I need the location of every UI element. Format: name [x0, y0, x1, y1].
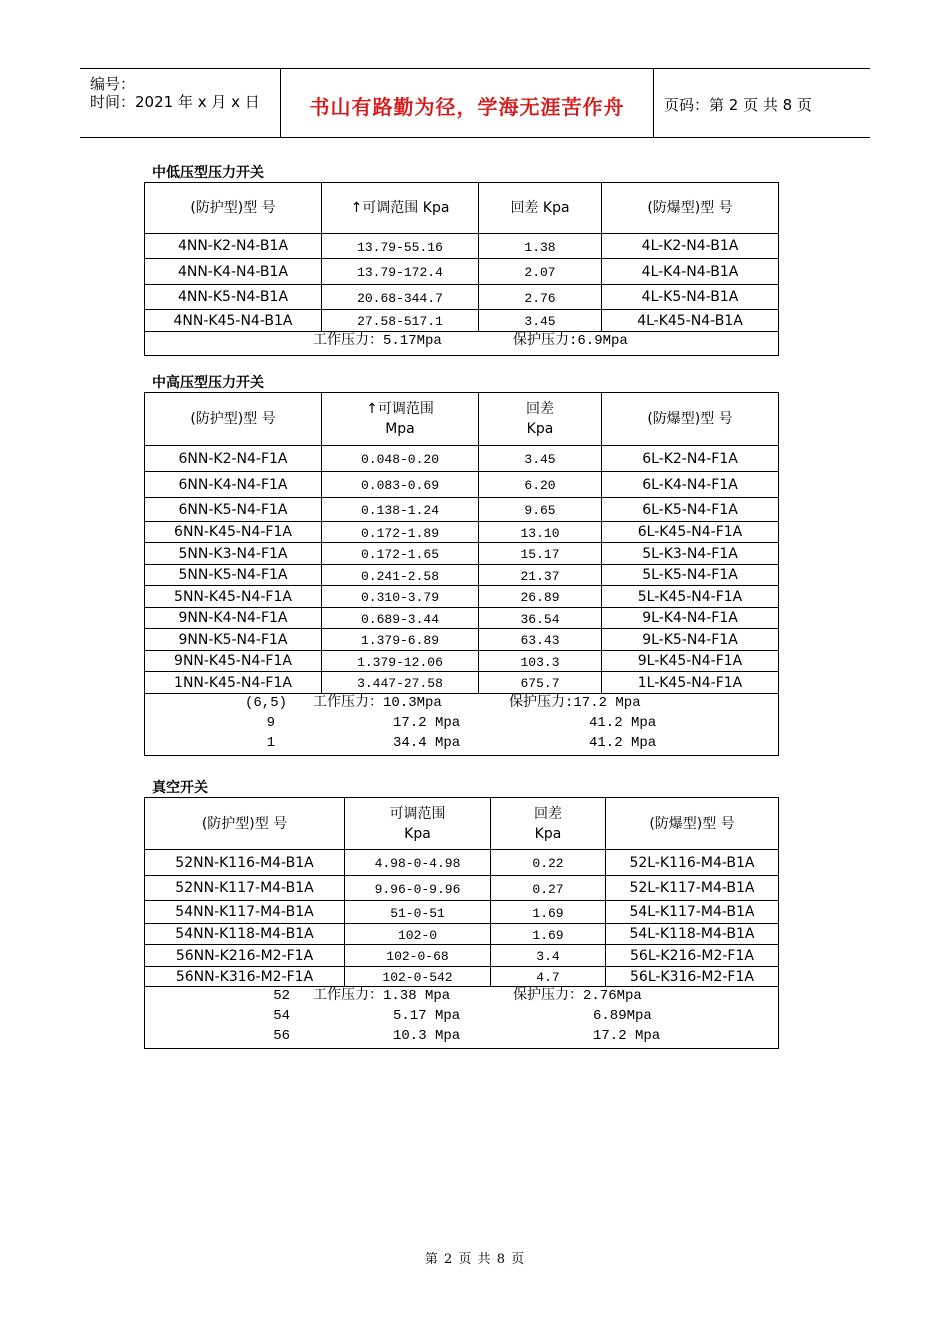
cell-explosion-proof-model: 5L-K5-N4-F1A [602, 565, 779, 586]
cell-protective-model: 54NN-K118-M4-B1A [145, 924, 345, 945]
cell-protective-model: 56NN-K316-M2-F1A [145, 967, 345, 987]
cell-protective-model: 9NN-K5-N4-F1A [145, 629, 322, 651]
cell-protective-model: 52NN-K117-M4-B1A [145, 876, 345, 901]
cell-explosion-proof-model: 4L-K2-N4-B1A [602, 234, 779, 259]
cell-explosion-proof-model: 54L-K118-M4-B1A [606, 924, 779, 945]
cell-explosion-proof-model: 9L-K5-N4-F1A [602, 629, 779, 651]
header-differential: 回差 Kpa [479, 183, 602, 234]
footer-series-label: 9 [266, 715, 275, 731]
footer-series-label: 1 [266, 735, 275, 751]
cell-explosion-proof-model: 4L-K5-N4-B1A [602, 285, 779, 310]
header-protective-model: (防护型)型 号 [145, 393, 322, 446]
table-row [145, 629, 779, 651]
cell-protective-model: 4NN-K2-N4-B1A [145, 234, 322, 259]
cell-protective-model: 6NN-K5-N4-F1A [145, 498, 322, 522]
table-row [145, 565, 779, 586]
cell-explosion-proof-model: 5L-K3-N4-F1A [602, 543, 779, 565]
cell-explosion-proof-model: 4L-K45-N4-B1A [602, 310, 779, 332]
footer-series-label: 52 [273, 988, 290, 1004]
table-footer-row [145, 694, 779, 756]
cell-adjustable-range: 0.241-2.58 [322, 565, 479, 586]
page-footer: 第 2 页 共 8 页 [424, 1252, 526, 1267]
header-adjustable-range: ↑可调范围 Mpa [322, 393, 479, 446]
footer-series-label: 54 [273, 1008, 290, 1024]
table-row [145, 901, 779, 924]
cell-explosion-proof-model: 52L-K116-M4-B1A [606, 850, 779, 876]
cell-protective-model: 6NN-K45-N4-F1A [145, 522, 322, 543]
cell-explosion-proof-model: 9L-K45-N4-F1A [602, 651, 779, 672]
table-row [145, 672, 779, 694]
cell-differential: 3.4 [491, 945, 606, 967]
cell-adjustable-range: 13.79-172.4 [322, 259, 479, 285]
table-row [145, 259, 779, 285]
cell-differential: 1.38 [479, 234, 602, 259]
cell-protective-model: 9NN-K4-N4-F1A [145, 608, 322, 629]
header-explosion-proof-model: (防爆型)型 号 [602, 393, 779, 446]
cell-explosion-proof-model: 6L-K45-N4-F1A [602, 522, 779, 543]
table-row [145, 472, 779, 498]
cell-protective-model: 5NN-K45-N4-F1A [145, 586, 322, 608]
cell-differential: 9.65 [479, 498, 602, 522]
cell-explosion-proof-model: 56L-K316-M2-F1A [606, 967, 779, 987]
cell-differential: 2.76 [479, 285, 602, 310]
page-info: 页码：第 2 页 共 8 页 [664, 96, 812, 114]
document-header [80, 68, 870, 138]
footer-protection-pressure: 保护压力:6.9Mpa [513, 333, 628, 349]
header-adjustable-range: ↑可调范围 Kpa [322, 183, 479, 234]
table-header-row [145, 183, 779, 234]
cell-adjustable-range: 0.083-0.69 [322, 472, 479, 498]
cell-adjustable-range: 0.138-1.24 [322, 498, 479, 522]
cell-adjustable-range: 51-0-51 [345, 901, 491, 924]
header-explosion-proof-model: (防爆型)型 号 [602, 183, 779, 234]
cell-differential: 3.45 [479, 310, 602, 332]
table-row [145, 446, 779, 472]
footer-protection-pressure: 17.2 Mpa [593, 1028, 661, 1044]
table-footer-row [145, 987, 779, 1049]
cell-explosion-proof-model: 6L-K5-N4-F1A [602, 498, 779, 522]
table-low-medium-pressure [144, 182, 779, 356]
cell-differential: 3.45 [479, 446, 602, 472]
footer-working-pressure: 34.4 Mpa [393, 735, 461, 751]
cell-adjustable-range: 102-0-68 [345, 945, 491, 967]
table-row [145, 651, 779, 672]
table-row [145, 876, 779, 901]
cell-protective-model: 56NN-K216-M2-F1A [145, 945, 345, 967]
footer-series-label: 56 [273, 1028, 290, 1044]
header-page-cell [654, 69, 870, 137]
header-protective-model: (防护型)型 号 [145, 183, 322, 234]
cell-explosion-proof-model: 4L-K4-N4-B1A [602, 259, 779, 285]
cell-differential: 2.07 [479, 259, 602, 285]
cell-protective-model: 4NN-K5-N4-B1A [145, 285, 322, 310]
cell-explosion-proof-model: 52L-K117-M4-B1A [606, 876, 779, 901]
section-title-vacuum: 真空开关 [152, 780, 208, 796]
header-differential: 回差 Kpa [491, 798, 606, 850]
table-row [145, 543, 779, 565]
table-row [145, 945, 779, 967]
header-adjustable-range: 可调范围 Kpa [345, 798, 491, 850]
table-medium-high-pressure [144, 392, 779, 756]
table-row [145, 850, 779, 876]
motto: 书山有路勤为径，学海无涯苦作舟 [309, 95, 625, 119]
cell-adjustable-range: 0.310-3.79 [322, 586, 479, 608]
footer-working-pressure: 工作压力：10.3Mpa [313, 695, 442, 711]
cell-differential: 36.54 [479, 608, 602, 629]
table-row [145, 234, 779, 259]
cell-differential: 0.27 [491, 876, 606, 901]
cell-protective-model: 4NN-K4-N4-B1A [145, 259, 322, 285]
cell-differential: 4.7 [491, 967, 606, 987]
cell-adjustable-range: 1.379-12.06 [322, 651, 479, 672]
cell-differential: 63.43 [479, 629, 602, 651]
cell-protective-model: 9NN-K45-N4-F1A [145, 651, 322, 672]
cell-protective-model: 6NN-K4-N4-F1A [145, 472, 322, 498]
cell-protective-model: 5NN-K3-N4-F1A [145, 543, 322, 565]
cell-differential: 1.69 [491, 924, 606, 945]
footer-working-pressure: 5.17 Mpa [393, 1008, 461, 1024]
table-row [145, 967, 779, 987]
cell-adjustable-range: 3.447-27.58 [322, 672, 479, 694]
cell-differential: 21.37 [479, 565, 602, 586]
table-row [145, 522, 779, 543]
table-header-row [145, 393, 779, 446]
footer-working-pressure: 17.2 Mpa [393, 715, 461, 731]
table-footer-row [145, 332, 779, 356]
cell-adjustable-range: 20.68-344.7 [322, 285, 479, 310]
cell-protective-model: 5NN-K5-N4-F1A [145, 565, 322, 586]
cell-explosion-proof-model: 5L-K45-N4-F1A [602, 586, 779, 608]
cell-adjustable-range: 0.172-1.89 [322, 522, 479, 543]
header-differential: 回差 Kpa [479, 393, 602, 446]
pressure-notes [145, 332, 779, 356]
table-row [145, 310, 779, 332]
cell-differential: 675.7 [479, 672, 602, 694]
section-title-low-medium: 中低压型压力开关 [152, 165, 264, 181]
cell-adjustable-range: 27.58-517.1 [322, 310, 479, 332]
footer-working-pressure: 工作压力：1.38 Mpa [313, 988, 451, 1004]
cell-protective-model: 52NN-K116-M4-B1A [145, 850, 345, 876]
cell-protective-model: 6NN-K2-N4-F1A [145, 446, 322, 472]
footer-working-pressure: 工作压力：5.17Mpa [313, 333, 442, 349]
pressure-notes [145, 694, 779, 756]
cell-adjustable-range: 102-0 [345, 924, 491, 945]
cell-adjustable-range: 13.79-55.16 [322, 234, 479, 259]
cell-explosion-proof-model: 9L-K4-N4-F1A [602, 608, 779, 629]
footer-protection-pressure: 保护压力:17.2 Mpa [509, 695, 641, 711]
footer-protection-pressure: 41.2 Mpa [589, 735, 657, 751]
header-meta-cell [80, 69, 281, 137]
cell-explosion-proof-model: 56L-K216-M2-F1A [606, 945, 779, 967]
cell-differential: 6.20 [479, 472, 602, 498]
cell-adjustable-range: 102-0-542 [345, 967, 491, 987]
footer-working-pressure: 10.3 Mpa [393, 1028, 461, 1044]
header-explosion-proof-model: (防爆型)型 号 [606, 798, 779, 850]
cell-adjustable-range: 1.379-6.89 [322, 629, 479, 651]
pressure-notes [145, 987, 779, 1049]
footer-protection-pressure: 保护压力：2.76Mpa [513, 988, 642, 1004]
cell-explosion-proof-model: 54L-K117-M4-B1A [606, 901, 779, 924]
cell-explosion-proof-model: 6L-K2-N4-F1A [602, 446, 779, 472]
cell-explosion-proof-model: 6L-K4-N4-F1A [602, 472, 779, 498]
cell-differential: 13.10 [479, 522, 602, 543]
footer-protection-pressure: 6.89Mpa [593, 1008, 652, 1024]
header-motto-cell [281, 69, 654, 137]
cell-adjustable-range: 4.98-0-4.98 [345, 850, 491, 876]
cell-differential: 103.3 [479, 651, 602, 672]
cell-protective-model: 54NN-K117-M4-B1A [145, 901, 345, 924]
cell-adjustable-range: 0.689-3.44 [322, 608, 479, 629]
section-title-medium-high: 中高压型压力开关 [152, 375, 264, 391]
footer-protection-pressure: 41.2 Mpa [589, 715, 657, 731]
table-row [145, 285, 779, 310]
footer-series-label: (6,5) [245, 695, 288, 711]
cell-differential: 0.22 [491, 850, 606, 876]
cell-adjustable-range: 0.048-0.20 [322, 446, 479, 472]
number-label: 编号： [90, 75, 136, 93]
cell-differential: 1.69 [491, 901, 606, 924]
table-header-row [145, 798, 779, 850]
cell-differential: 26.89 [479, 586, 602, 608]
header-protective-model: (防护型)型 号 [145, 798, 345, 850]
table-vacuum-switch [144, 797, 779, 1049]
cell-protective-model: 1NN-K45-N4-F1A [145, 672, 322, 694]
cell-differential: 15.17 [479, 543, 602, 565]
cell-adjustable-range: 0.172-1.65 [322, 543, 479, 565]
date-label: 时间：2021 年 x 月 x 日 [90, 93, 260, 111]
table-row [145, 608, 779, 629]
cell-protective-model: 4NN-K45-N4-B1A [145, 310, 322, 332]
cell-adjustable-range: 9.96-0-9.96 [345, 876, 491, 901]
table-row [145, 498, 779, 522]
cell-explosion-proof-model: 1L-K45-N4-F1A [602, 672, 779, 694]
table-row [145, 924, 779, 945]
table-row [145, 586, 779, 608]
